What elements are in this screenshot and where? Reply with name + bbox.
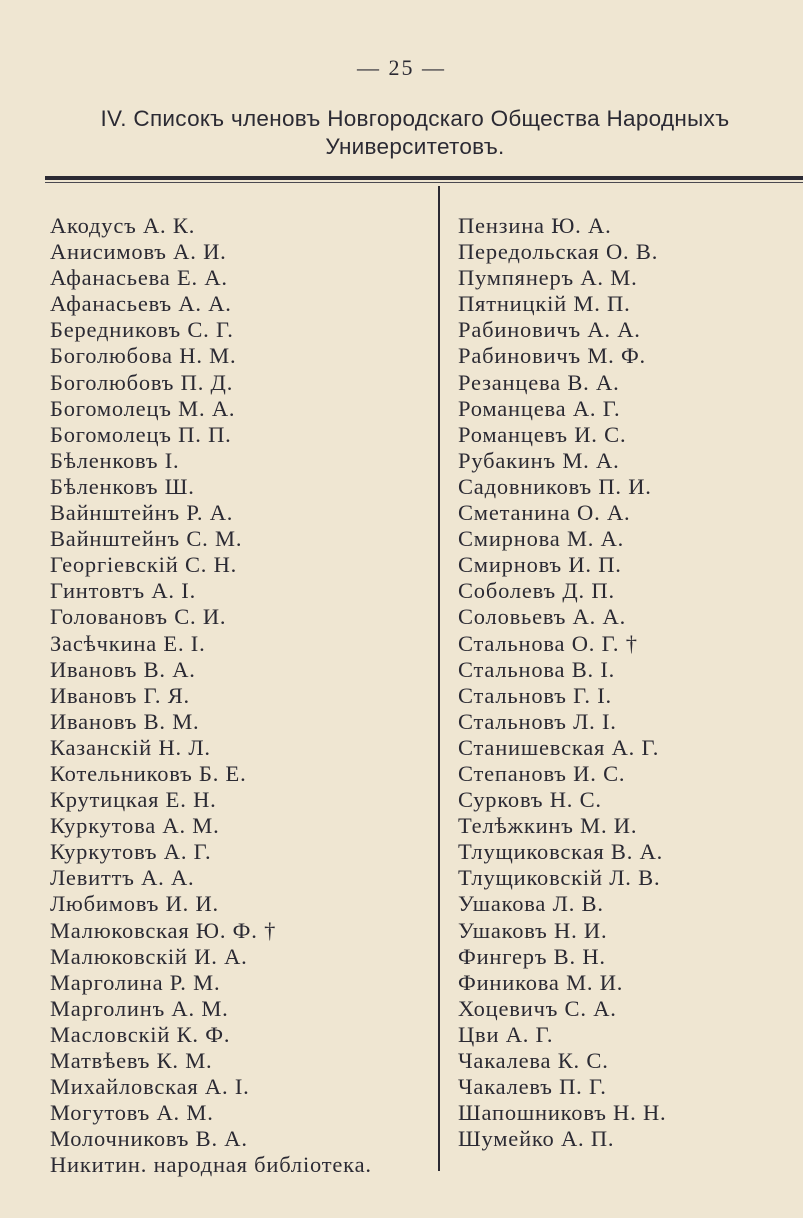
member-entry: Бередниковъ С. Г. [50,317,234,343]
header-rule-thick [45,176,803,180]
member-entry: Богомолецъ М. А. [50,395,236,421]
member-entry: Вайнштейнъ Р. А. [50,500,234,526]
member-entry: Ушакова Л. В. [458,891,604,917]
member-list-right [458,213,798,1152]
page-title [30,105,800,161]
title-line-1: IV. Списокъ членовъ Новгородскаго Общества Народныхъ [100,106,730,131]
member-entry: Фингеръ В. Н. [458,943,606,969]
member-entry: Станишевская А. Г. [458,734,660,760]
member-entry: Марголинъ А. М. [50,995,229,1021]
member-entry: Ивановъ В. А. [50,656,196,682]
member-entry: Левиттъ А. А. [50,865,195,891]
column-divider [438,186,440,1171]
member-entry: Шапошниковъ Н. Н. [458,1100,667,1126]
member-entry: Соловьевъ А. А. [458,604,627,630]
member-entry: Стальновъ Г. I. [458,682,612,708]
member-entry: Цви А. Г. [458,1021,554,1047]
member-entry: Рубакинъ М. А. [458,447,620,473]
member-entry: Куркутова А. М. [50,813,220,839]
title-line-2: Университетовъ. [325,134,505,159]
member-list-left [50,213,430,1178]
member-entry: Чакалева К. С. [458,1048,609,1073]
member-entry: Молочниковъ В. А. [50,1126,248,1152]
member-entry: Никитин. народная библіотека. [50,1152,372,1178]
member-entry: Садовниковъ П. И. [458,473,652,499]
member-entry: Акодусъ А. К. [50,213,196,238]
member-entry: Романцевъ И. С. [458,421,627,447]
member-entry: Резанцева В. А. [458,369,620,395]
member-entry: Финикова М. И. [458,969,624,995]
member-entry: Пятницкій М. П. [458,291,631,317]
member-entry: Афанасьевъ А. А. [50,291,232,317]
header-rule-thin [45,182,803,183]
member-entry: Ивановъ Г. Я. [50,682,190,708]
member-entry: Матвѣевъ К. М. [50,1048,213,1073]
member-entry: Котельниковъ Б. Е. [50,760,247,786]
member-entry: Малюковскій И. А. [50,943,248,969]
member-entry: Передольская О. В. [458,239,659,265]
member-entry: Бѣленковъ I. [50,447,180,473]
member-entry: Любимовъ И. И. [50,891,219,917]
member-entry: Засѣчкина Е. I. [50,630,206,656]
member-entry: Телѣжкинъ М. И. [458,813,638,839]
member-entry: Анисимовъ А. И. [50,239,227,265]
member-entry: Хоцевичъ С. А. [458,995,617,1021]
member-entry: Тлущиковская В. А. [458,839,664,865]
member-entry: Вайнштейнъ С. М. [50,526,243,552]
member-entry: Пумпянеръ А. М. [458,265,638,291]
member-entry: Стальнова В. I. [458,656,616,682]
member-entry: Смирновъ И. П. [458,552,622,578]
member-entry: Пензина Ю. А. [458,213,612,238]
page-number: — 25 — [357,55,446,80]
member-entry: Казанскій Н. Л. [50,734,211,760]
member-entry: Марголина Р. М. [50,969,221,995]
member-entry: Стальнова О. Г. † [458,630,638,656]
member-entry: Богомолецъ П. П. [50,421,232,447]
member-entry: Бѣленковъ Ш. [50,473,195,499]
member-entry: Смирнова М. А. [458,526,625,552]
member-entry: Рабиновичъ А. А. [458,317,641,343]
member-entry: Масловскій К. Ф. [50,1021,231,1047]
member-entry: Куркутовъ А. Г. [50,839,212,865]
member-entry: Шумейко А. П. [458,1126,615,1152]
member-entry: Афанасьева Е. А. [50,265,228,291]
member-entry: Малюковская Ю. Ф. † [50,917,277,943]
member-entry: Рабиновичъ М. Ф. [458,343,646,369]
member-entry: Чакалевъ П. Г. [458,1074,607,1100]
member-entry: Сурковъ Н. С. [458,787,602,813]
member-entry: Боголюбова Н. М. [50,343,237,369]
member-entry: Тлущиковскій Л. В. [458,865,661,891]
member-entry: Соболевъ Д. П. [458,578,615,604]
member-entry: Могутовъ А. М. [50,1100,214,1126]
member-entry: Степановъ И. С. [458,760,626,786]
member-entry: Ивановъ В. М. [50,708,200,734]
member-entry: Георгіевскій С. Н. [50,552,238,578]
member-entry: Гинтовтъ А. I. [50,578,196,604]
member-entry: Крутицкая Е. Н. [50,787,217,813]
member-entry: Романцева А. Г. [458,395,621,421]
member-entry: Ушаковъ Н. И. [458,917,608,943]
member-entry: Михайловская А. I. [50,1074,250,1100]
member-entry: Сметанина О. А. [458,500,631,526]
member-entry: Головановъ С. И. [50,604,227,630]
member-entry: Боголюбовъ П. Д. [50,369,234,395]
member-entry: Стальновъ Л. I. [458,708,617,734]
